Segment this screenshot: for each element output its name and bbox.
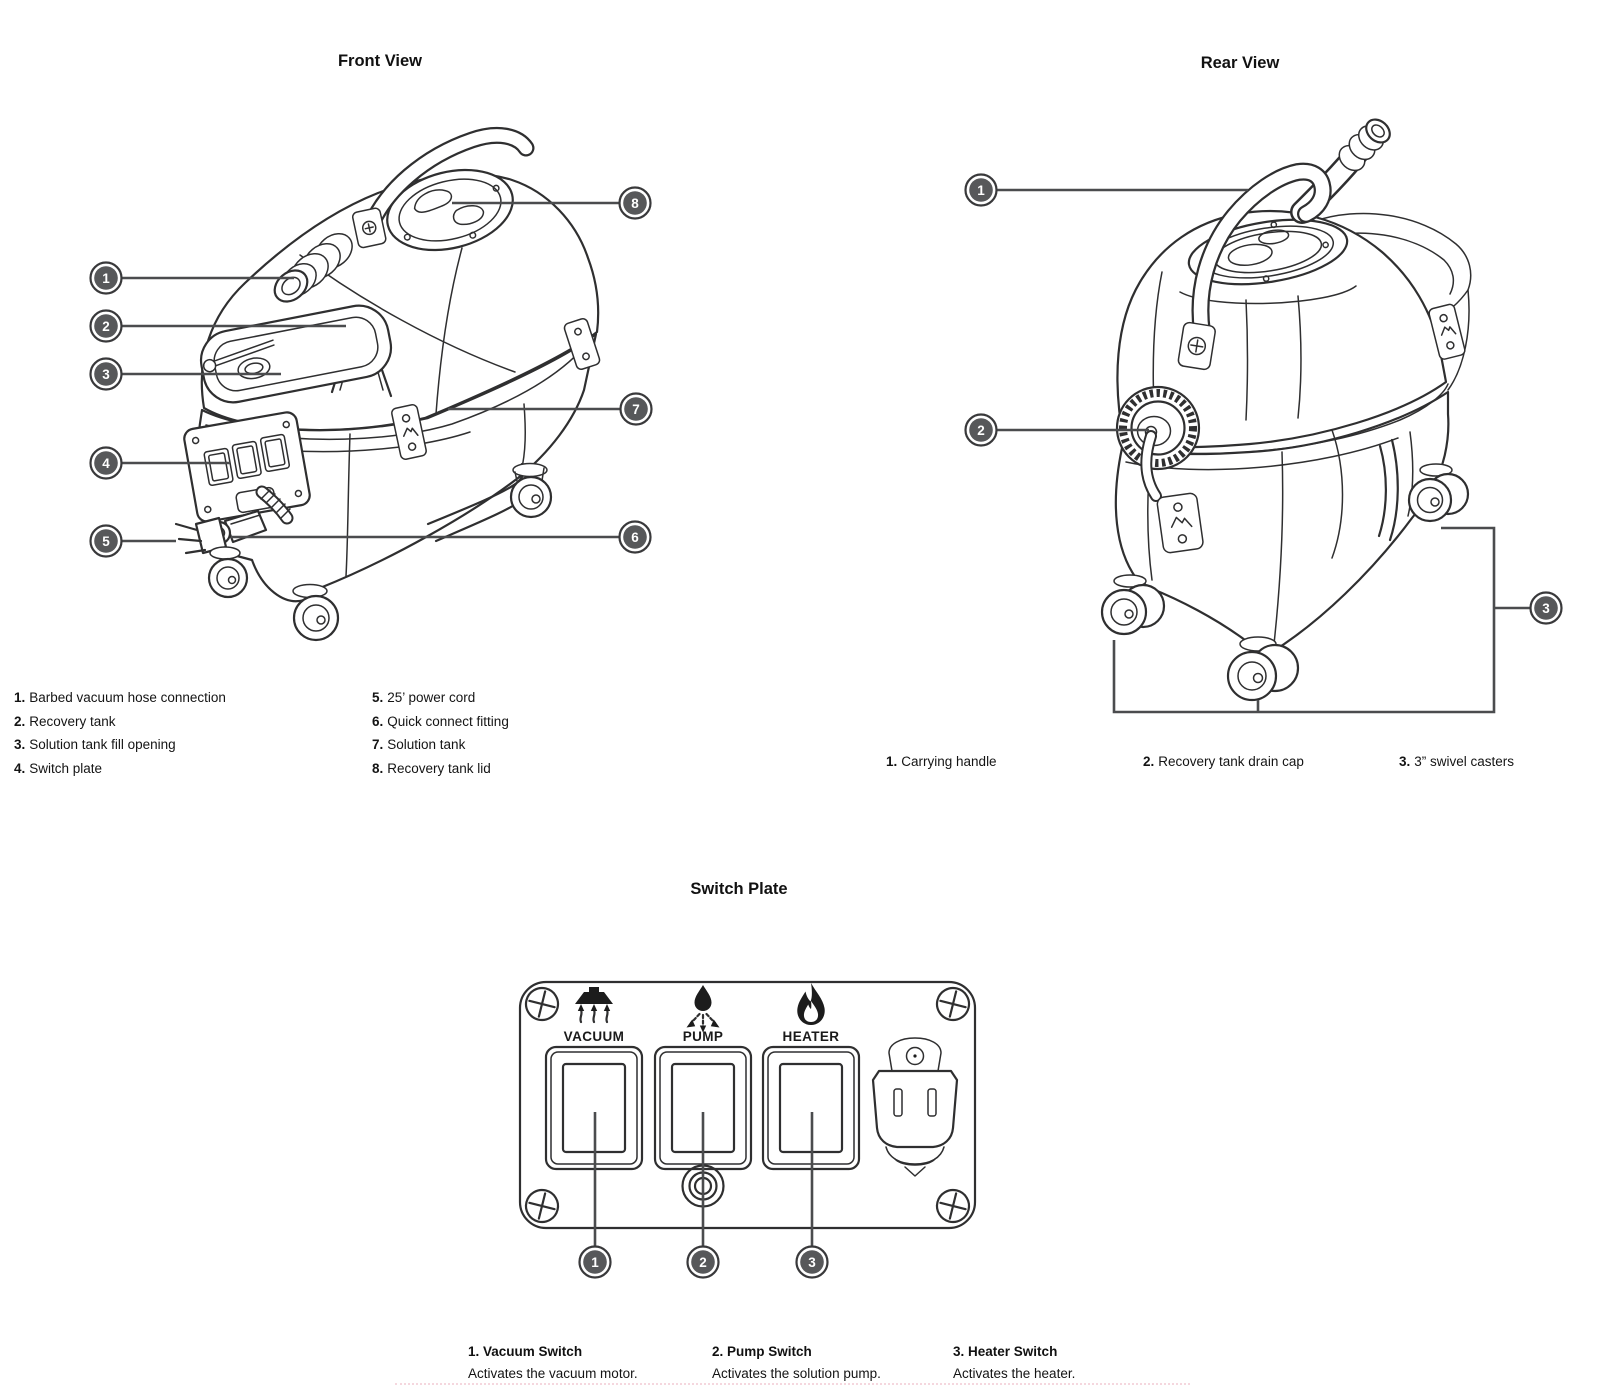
svg-text:1: 1 bbox=[977, 182, 985, 198]
switch-plate-illustration bbox=[520, 982, 975, 1278]
rear-view-illustration bbox=[966, 115, 1562, 712]
legend-item: 8. Recovery tank lid bbox=[372, 761, 491, 776]
front-callout-5 bbox=[91, 526, 122, 557]
page-boundary-mark bbox=[395, 1383, 1190, 1385]
front-callout-3 bbox=[91, 359, 122, 390]
rear-callout-3 bbox=[1531, 593, 1562, 624]
svg-text:6: 6 bbox=[631, 529, 639, 545]
front-view-title: Front View bbox=[337, 52, 423, 70]
rear-callout-1 bbox=[966, 175, 997, 206]
legend-item: 5. 25’ power cord bbox=[372, 690, 476, 705]
front-switch-plate bbox=[183, 411, 312, 523]
svg-text:7: 7 bbox=[632, 401, 640, 417]
legend-item: 2. Recovery tank drain cap bbox=[1143, 754, 1304, 769]
legend-item: 4. Switch plate bbox=[14, 761, 103, 776]
legend-item: 3. Heater Switch Activates the heater. bbox=[953, 1344, 1076, 1381]
svg-text:1: 1 bbox=[102, 270, 110, 286]
svg-text:4: 4 bbox=[102, 455, 110, 471]
legend-item: 2. Pump Switch Activates the solution pump. bbox=[712, 1344, 881, 1381]
svg-text:8: 8 bbox=[631, 195, 639, 211]
svg-text:3: 3 bbox=[808, 1254, 816, 1270]
pump-switch-label: PUMP bbox=[682, 1029, 724, 1044]
switch-callout-2 bbox=[688, 1247, 719, 1278]
front-callout-8 bbox=[620, 188, 651, 219]
svg-text:2: 2 bbox=[102, 318, 110, 334]
legend-item: 6. Quick connect fitting bbox=[372, 714, 509, 729]
heater-switch-label: HEATER bbox=[782, 1029, 840, 1044]
front-view-illustration bbox=[91, 135, 652, 640]
vacuum-switch-label: VACUUM bbox=[563, 1029, 625, 1044]
legend-item: 3. Solution tank fill opening bbox=[14, 737, 176, 752]
switch-callout-3 bbox=[797, 1247, 828, 1278]
legend-item: 1. Vacuum Switch Activates the vacuum motor. bbox=[468, 1344, 638, 1381]
svg-text:5: 5 bbox=[102, 533, 110, 549]
front-callout-6 bbox=[620, 522, 651, 553]
svg-text:3: 3 bbox=[102, 366, 110, 382]
rear-view-title: Rear View bbox=[1200, 54, 1280, 72]
rear-callout-2 bbox=[966, 415, 997, 446]
switch-callout-1 bbox=[580, 1247, 611, 1278]
legend-item: 7. Solution tank bbox=[372, 737, 466, 752]
svg-text:3: 3 bbox=[1542, 600, 1550, 616]
front-callout-2 bbox=[91, 311, 122, 342]
legend-item: 2. Recovery tank bbox=[14, 714, 116, 729]
svg-text:1: 1 bbox=[591, 1254, 599, 1270]
legend-item: 1. Barbed vacuum hose connection bbox=[14, 690, 226, 705]
front-callout-7 bbox=[621, 394, 652, 425]
svg-text:2: 2 bbox=[977, 422, 985, 438]
svg-text:2: 2 bbox=[699, 1254, 707, 1270]
front-callout-4 bbox=[91, 448, 122, 479]
legend-item: 3. 3” swivel casters bbox=[1399, 754, 1515, 769]
legend-item: 1. Carrying handle bbox=[886, 754, 997, 769]
front-callout-1 bbox=[91, 263, 122, 294]
switch-plate-title: Switch Plate bbox=[690, 880, 788, 898]
